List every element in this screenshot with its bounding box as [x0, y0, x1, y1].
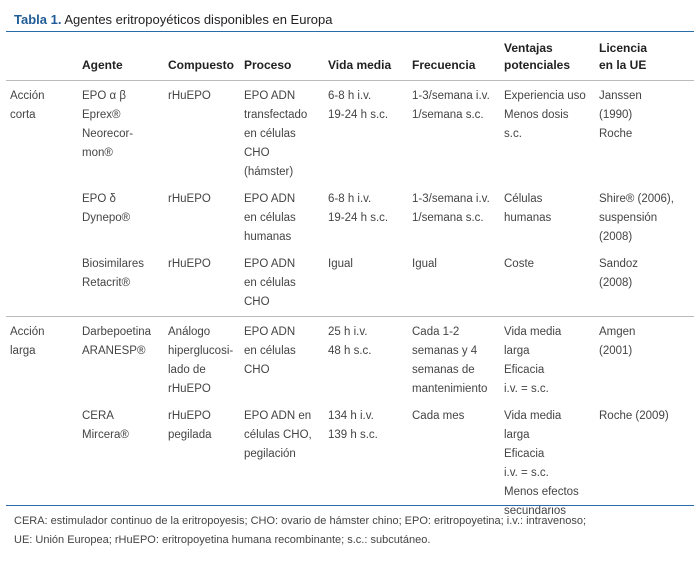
cell-licencia: Roche (2009) [599, 410, 669, 422]
header-cell-compuesto: Compuesto [168, 58, 234, 72]
cell-frecuencia: Cada 1-2 semanas y 4 semanas de mantenimiento [412, 326, 488, 395]
cell-vida-media: 25 h i.v. 48 h s.c. [328, 326, 372, 357]
cell-ventajas: Vida media larga Eficacia i.v. = s.c. Menos efectos secundarios [504, 410, 579, 517]
header-cell-licencia: Licencia en la UE [599, 41, 648, 72]
table-row [6, 317, 694, 404]
cell-agente: Darbepoetina ARANESP® [82, 326, 152, 357]
header-cell-proceso: Proceso [244, 58, 292, 72]
cell-proceso: EPO ADN en células humanas [244, 193, 296, 243]
group-label-corta: Acción corta [10, 90, 45, 121]
caption-label: Tabla 1. [14, 12, 62, 27]
cell-proceso: EPO ADN en células CHO [244, 258, 296, 308]
cell-frecuencia: 1-3/semana i.v. 1/semana s.c. [412, 193, 490, 224]
cell-vida-media: 6-8 h i.v. 19-24 h s.c. [328, 193, 389, 224]
cell-ventajas: Vida media larga Eficacia i.v. = s.c. [504, 326, 562, 395]
cell-compuesto: rHuEPO [168, 193, 211, 205]
table-row [6, 251, 694, 317]
header-cell-frecuencia: Frecuencia [412, 58, 476, 72]
table-row [6, 186, 694, 251]
cell-frecuencia: 1-3/semana i.v. 1/semana s.c. [412, 90, 490, 121]
cell-compuesto: rHuEPO pegilada [168, 410, 212, 441]
header-cell-vida-media: Vida media [328, 58, 392, 72]
cell-proceso: EPO ADN transfectado en células CHO (hámster) [244, 90, 308, 178]
cell-vida-media: Igual [328, 258, 353, 270]
cell-licencia: Janssen (1990) Roche [599, 90, 642, 140]
caption-title: Agentes eritropoyéticos disponibles en Europa [64, 12, 333, 27]
cell-vida-media: 134 h i.v. 139 h s.c. [328, 410, 378, 441]
header-cell-group [6, 34, 78, 81]
table-caption [6, 8, 694, 32]
agents-table [6, 34, 694, 525]
footnote-line: UE: Unión Europea; rHuEPO: eritropoyetina humana recombinante; s.c.: subcutáneo. [14, 534, 431, 546]
cell-licencia: Sandoz (2008) [599, 258, 639, 289]
footnote-line: CERA: estimulador continuo de la eritropoyesis; CHO: ovario de hámster chino; EPO: eritropoyetina; i.v.: intravenoso; [14, 515, 587, 527]
cell-ventajas: Coste [504, 258, 535, 270]
cell-licencia: Amgen (2001) [599, 326, 636, 357]
cell-compuesto: rHuEPO [168, 258, 211, 270]
cell-agente: CERA Mircera® [82, 410, 129, 441]
cell-frecuencia: Cada mes [412, 410, 465, 422]
cell-agente: EPO δ Dynepo® [82, 193, 131, 224]
cell-ventajas: Células humanas [504, 193, 552, 224]
cell-licencia: Shire® (2006), suspensión (2008) [599, 193, 674, 243]
cell-agente: Biosimilares Retacrit® [82, 258, 144, 289]
group-label-larga: Acción larga [10, 326, 45, 357]
header-row [6, 34, 694, 81]
header-cell-ventajas: Ventajas potenciales [504, 41, 571, 72]
cell-ventajas: Experiencia uso Menos dosis s.c. [504, 90, 586, 140]
table-footnote [6, 505, 694, 551]
table-row [6, 81, 694, 187]
cell-proceso: EPO ADN en células CHO [244, 326, 296, 376]
header-cell-agente: Agente [82, 58, 123, 72]
cell-compuesto: Análogo hiperglucosi- lado de rHuEPO [168, 326, 234, 395]
cell-proceso: EPO ADN en células CHO, pegilación [244, 410, 312, 460]
cell-vida-media: 6-8 h i.v. 19-24 h s.c. [328, 90, 389, 121]
cell-agente: EPO α β Eprex® Neorecor- mon® [82, 90, 134, 159]
cell-compuesto: rHuEPO [168, 90, 211, 102]
cell-frecuencia: Igual [412, 258, 437, 270]
